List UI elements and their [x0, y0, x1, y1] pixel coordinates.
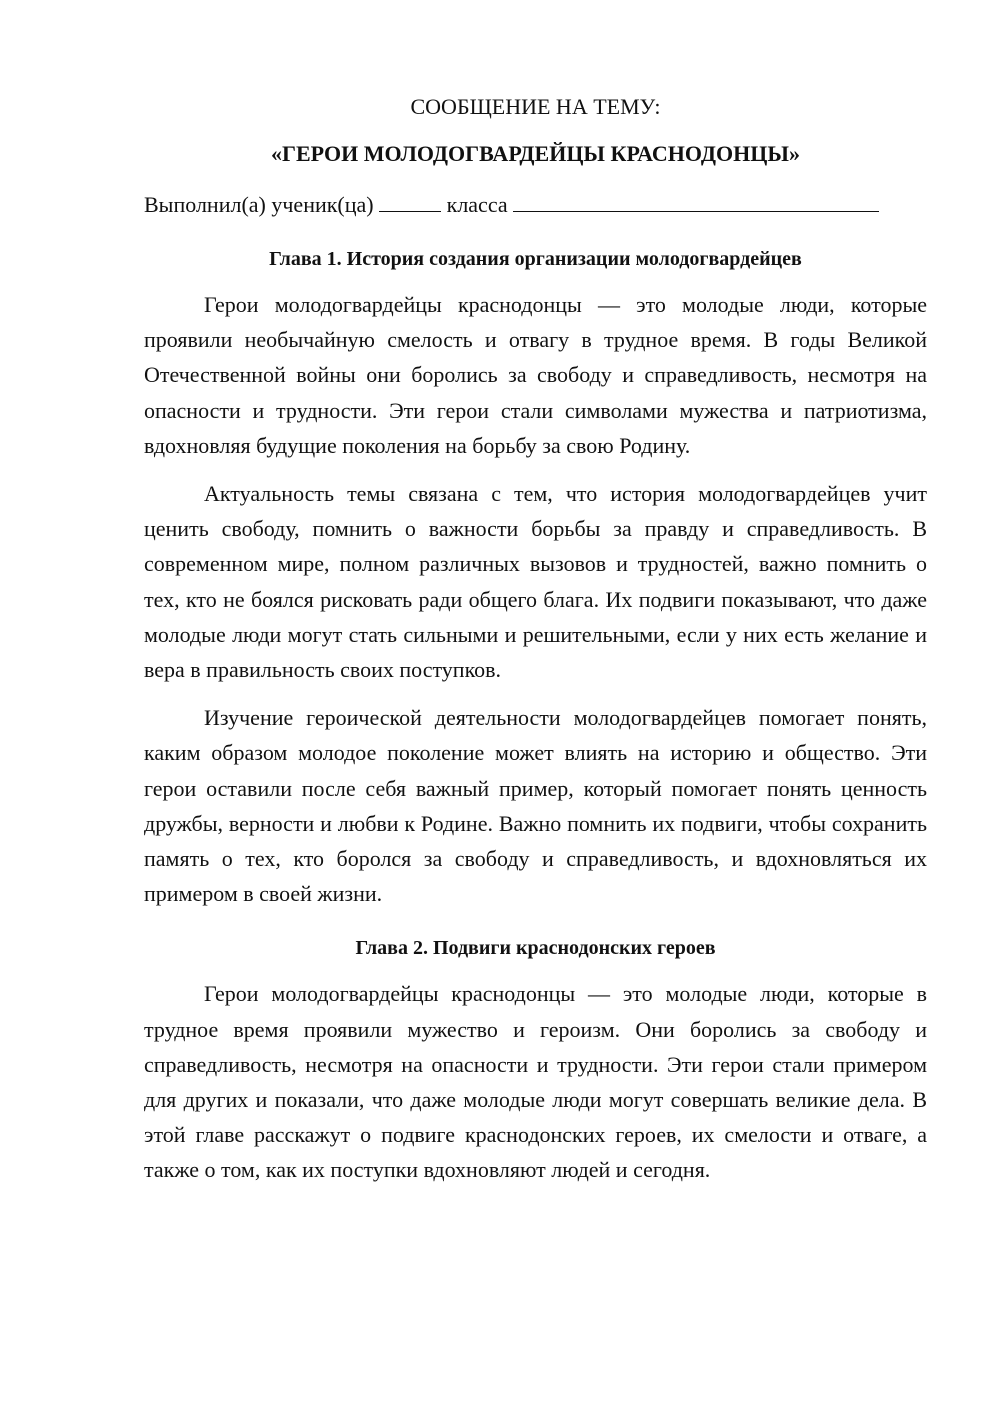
- document-subject-line: СООБЩЕНИЕ НА ТЕМУ:: [410, 94, 661, 119]
- chapter-1-paragraph-2: Актуальность темы связана с тем, что история молодогвардейцев учит ценить свободу, помнить о важности борьбы за правду и справедливость. В современном мире, полном различных вызовов и трудностей, важно помнить о тех, кто не боялся рисковать ради общего блага. Их подвиги показывают, что даже молодые люди могут стать сильными и решительными, если у них есть желание и вера в правильность своих поступков.: [144, 481, 927, 683]
- signature-prefix: Выполнил(а) ученик(ца): [144, 192, 374, 217]
- document-title: «ГЕРОИ МОЛОДОГВАРДЕЙЦЫ КРАСНОДОНЦЫ»: [271, 141, 800, 166]
- chapter-1-title: Глава 1. История создания организации молодогвардейцев: [269, 248, 802, 270]
- chapter-1-paragraph-3: Изучение героической деятельности молодогвардейцев помогает понять, каким образом молодое поколение может влиять на историю и общество. Эти герои оставили после себя важный пример, который помогает понять ценность дружбы, верности и любви к Родине. Важно помнить их подвиги, чтобы сохранить память о тех, кто боролся за свободу и справедливость, и вдохновляться их примером в своей жизни.: [144, 705, 927, 907]
- chapter-2-paragraph-1: Герои молодогвардейцы краснодонцы — это молодые люди, которые в трудное время проявили мужество и героизм. Они боролись за свободу и справедливость, несмотря на опасности и трудности. Эти герои стали примером для других и показали, что даже молодые люди могут совершать великие дела. В этой главе расскажут о подвиге краснодонских героев, их смелости и отваге, а также о том, как их поступки вдохновляют людей и сегодня.: [144, 981, 927, 1183]
- signature-class-label: класса: [446, 192, 508, 217]
- document-page: [144, 92, 927, 1201]
- chapter-2-title: Глава 2. Подвиги краснодонских героев: [355, 937, 716, 960]
- chapter-1-paragraph-1: Герои молодогвардейцы краснодонцы — это молодые люди, которые проявили необычайную смелость и отвагу в трудное время. В годы Великой Отечественной войны они боролись за свободу и справедливость, несмотря на опасности и трудности. Эти герои стали символами мужества и патриотизма, вдохновляя будущие поколения на борьбу за свою Родину.: [144, 292, 927, 458]
- student-name-blank: [513, 189, 879, 212]
- class-number-blank: [379, 189, 441, 212]
- signature-line: [144, 189, 927, 220]
